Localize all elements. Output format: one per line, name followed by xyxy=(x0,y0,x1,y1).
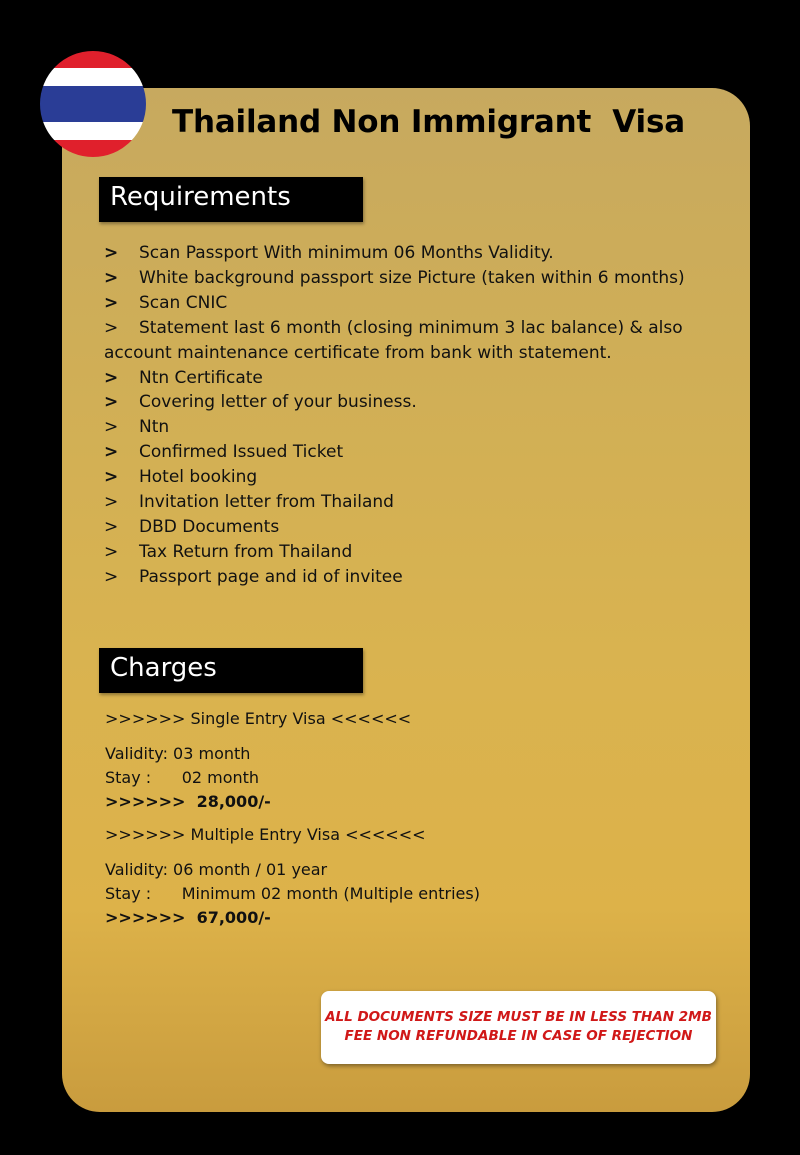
thailand-flag-icon xyxy=(40,51,146,157)
multiple-entry-stay: Stay : Minimum 02 month (Multiple entries) xyxy=(105,884,480,903)
list-item: > Statement last 6 month (closing minimum 3 lac balance) & also account maintenance certificate from bank with statement. xyxy=(104,317,683,363)
charges-heading: Charges xyxy=(99,648,363,693)
single-entry-price: >>>>>> 28,000/- xyxy=(105,792,271,811)
notice-line-refund: FEE NON REFUNDABLE IN CASE OF REJECTION xyxy=(344,1028,693,1044)
list-item: > Ntn xyxy=(104,417,170,438)
list-item: > Tax Return from Thailand xyxy=(104,541,353,562)
notice-box xyxy=(321,991,716,1064)
multiple-entry-validity: Validity: 06 month / 01 year xyxy=(105,860,328,879)
page-title: Thailand Non Immigrant Visa xyxy=(172,104,685,140)
list-item: > Covering letter of your business. xyxy=(104,392,417,413)
single-entry-validity: Validity: 03 month xyxy=(105,744,251,763)
list-item: > Ntn Certificate xyxy=(104,367,263,388)
list-item: > Scan CNIC xyxy=(104,292,228,313)
list-item: > DBD Documents xyxy=(104,516,280,537)
notice-line-size: ALL DOCUMENTS SIZE MUST BE IN LESS THAN 2MB xyxy=(325,1009,712,1025)
list-item: > Passport page and id of invitee xyxy=(104,566,403,587)
single-entry-stay: Stay : 02 month xyxy=(105,768,260,787)
multiple-entry-price: >>>>>> 67,000/- xyxy=(105,908,271,927)
list-item: > Hotel booking xyxy=(104,467,258,488)
list-item: > White background passport size Picture (taken within 6 months) xyxy=(104,267,685,288)
requirements-heading: Requirements xyxy=(99,177,363,222)
multiple-entry-label: >>>>>> Multiple Entry Visa <<<<<< xyxy=(105,825,426,844)
list-item: > Scan Passport With minimum 06 Months Validity. xyxy=(104,243,554,263)
single-entry-label: >>>>>> Single Entry Visa <<<<<< xyxy=(105,709,412,728)
list-item: > Confirmed Issued Ticket xyxy=(104,442,344,463)
requirements-list xyxy=(104,241,744,590)
list-item: > Invitation letter from Thailand xyxy=(104,492,394,513)
